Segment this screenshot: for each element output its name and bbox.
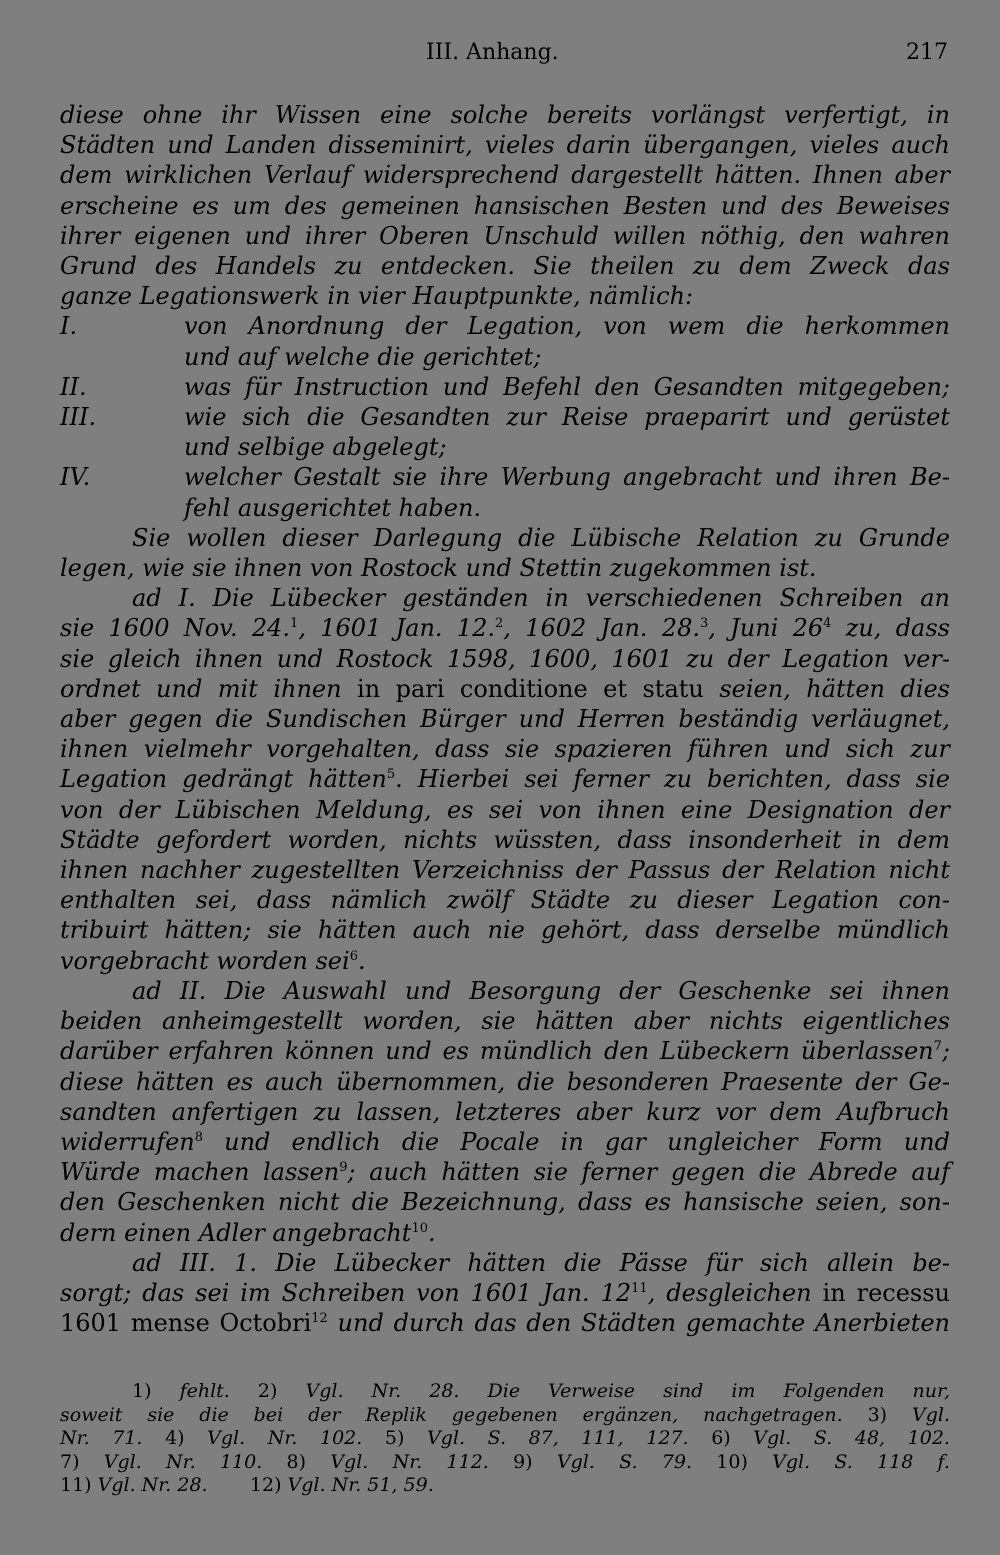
footnote-number: 9) xyxy=(513,1450,533,1473)
footnote-ref: 4 xyxy=(823,616,832,632)
footnote-text: Vgl. S. 79. xyxy=(556,1450,692,1473)
text-line: beiden anheimgestellt worden, sie hätten aber nichts eigentliches xyxy=(60,1007,950,1036)
text-run: widerrufen xyxy=(60,1127,195,1156)
footnote-text: Vgl. S. 118 f. xyxy=(772,1450,950,1473)
point-marker: II. xyxy=(60,372,87,401)
text-line xyxy=(60,1218,950,1248)
text-line: ihnen vielmehr vorgehalten, dass sie spazieren führen und sich zur xyxy=(60,735,950,764)
footnotes xyxy=(60,1380,950,1498)
text-line: von der Lübischen Meldung, es sei von ihnen eine Designation der xyxy=(60,795,950,824)
text-line: Grund des Handels zu entdecken. Sie theilen zu dem Zweck das xyxy=(60,252,950,281)
footnote-ref: 7 xyxy=(933,1039,942,1055)
text-run: und durch das den Städten gemachte Anerbieten xyxy=(327,1309,950,1338)
footnote-line xyxy=(60,1451,950,1475)
text-run: ; auch hätten sie ferner gegen die Abrede auf xyxy=(347,1158,950,1187)
footnote-ref: 10 xyxy=(411,1220,428,1236)
text-line: den Geschenken nicht die Bezeichnung, dass es hansische seien, son- xyxy=(60,1188,950,1217)
point-marker: IV. xyxy=(60,463,91,492)
footnote-line xyxy=(60,1427,950,1451)
text-line: tribuirt hätten; sie hätten auch nie gehört, dass derselbe mündlich xyxy=(60,916,950,945)
latin-phrase: in pari conditione et statu xyxy=(357,674,704,703)
text-line xyxy=(60,1036,950,1066)
text-line: ad III. 1. Die Lübecker hätten die Pässe für sich allein be- xyxy=(132,1248,950,1277)
footnote-text: Vgl. Nr. 28. Die Verweise sind im Folgenden nur, xyxy=(305,1380,951,1402)
text-line: diese ohne ihr Wissen eine solche bereits vorlängst verfertigt, in xyxy=(60,101,950,129)
point-item xyxy=(60,311,950,341)
text-run: ordnet und mit ihnen xyxy=(60,674,358,703)
text-run: sie 1600 Nov. 24. xyxy=(60,614,291,643)
footnote-number: 5) xyxy=(384,1427,405,1449)
text-line: Städte gefordert worden, nichts wüssten, dass insonderheit in dem xyxy=(60,825,950,854)
footnote-number: 11) xyxy=(60,1474,92,1496)
footnote-number: 10) xyxy=(716,1450,748,1473)
footnote-text: Vgl. Nr. 28. xyxy=(97,1474,208,1496)
text-run: darüber erfahren können und es mündlich den Lübeckern überlassen xyxy=(60,1037,934,1066)
text-run: , 1602 Jan. 28. xyxy=(503,614,700,643)
text-run: . xyxy=(428,1218,436,1247)
text-line: ganze Legationswerk in vier Hauptpunkte, nämlich: xyxy=(60,282,694,311)
text-line xyxy=(60,1308,950,1338)
footnote-text: Vgl. Nr. 51, 59. xyxy=(287,1474,434,1496)
text-run: ; xyxy=(941,1037,950,1066)
text-run: Würde machen lassen xyxy=(60,1158,340,1187)
footnote-text: Vgl. S. 48, 102. xyxy=(753,1427,950,1449)
footnote-text: Vgl. S. 87, 111, 127. xyxy=(427,1427,689,1449)
point-text: was für Instruction und Befehl den Gesandten mitgegeben; xyxy=(184,372,950,401)
point-marker: III. xyxy=(60,403,97,432)
footnote-text: Vgl. xyxy=(912,1403,950,1426)
point-continuation: fehl ausgerichtet haben. xyxy=(184,493,482,522)
footnote-ref: 5 xyxy=(386,767,396,783)
latin-phrase: 1601 mense Octobri xyxy=(60,1309,312,1338)
text-run: zu, dass xyxy=(831,614,950,643)
footnote-number: 2) xyxy=(257,1380,278,1402)
point-text: wie sich die Gesandten zur Reise praeparirt und gerüstet xyxy=(184,403,950,432)
footnote-line xyxy=(60,1380,950,1404)
text-line: erscheine es um des gemeinen hansischen Besten und des Beweises xyxy=(60,191,950,220)
text-line: dem wirklichen Verlauf widersprechend dargestellt hätten. Ihnen aber xyxy=(60,161,950,190)
footnote-ref: 8 xyxy=(194,1129,204,1145)
footnote-number: 12) xyxy=(249,1474,282,1496)
point-continuation: und selbige abgelegt; xyxy=(184,433,447,462)
latin-phrase: in recessu xyxy=(822,1278,951,1307)
footnote-number: 1) xyxy=(132,1380,152,1402)
footnote-line xyxy=(60,1474,950,1498)
footnote-line xyxy=(60,1404,950,1428)
text-line: legen, wie sie ihnen von Rostock und Stettin zugekommen ist. xyxy=(60,554,817,583)
text-run: dern einen Adler angebracht xyxy=(60,1218,412,1247)
point-continuation: und auf welche die gerichtet; xyxy=(184,342,542,371)
text-line xyxy=(60,613,950,643)
point-item xyxy=(60,462,950,492)
text-run: seien, hätten dies xyxy=(703,674,950,703)
point-item xyxy=(60,402,950,432)
text-run: , Juni 26 xyxy=(708,614,824,643)
text-line: ad II. Die Auswahl und Besorgung der Geschenke sei ihnen xyxy=(132,976,950,1005)
text-run: und endlich die Pocale in gar ungleicher Form und xyxy=(203,1127,950,1156)
footnote-ref: 2 xyxy=(495,616,504,632)
running-head xyxy=(60,40,948,74)
text-line xyxy=(60,1127,950,1157)
text-run: , 1601 Jan. 12. xyxy=(298,614,495,643)
point-text: von Anordnung der Legation, von wem die herkommen xyxy=(184,312,950,341)
text-run: vorgebracht worden sei xyxy=(60,946,350,975)
footnote-number: 6) xyxy=(711,1427,731,1449)
text-line: enthalten sei, dass nämlich zwölf Städte zu dieser Legation con- xyxy=(60,886,950,915)
point-item xyxy=(60,372,950,402)
text-line: Städten und Landen disseminirt, vieles darin übergangen, vieles auch xyxy=(60,131,950,160)
footnote-number: 8) xyxy=(286,1450,307,1473)
text-line xyxy=(60,1157,950,1187)
footnote-text: Nr. 71. xyxy=(60,1427,143,1449)
text-run: Legation gedrängt hätten xyxy=(60,765,387,794)
text-run: , desgleichen xyxy=(647,1278,823,1307)
text-line: ad I. Die Lübecker geständen in verschiedenen Schreiben an xyxy=(132,584,950,613)
footnote-number: 3) xyxy=(867,1403,888,1426)
text-run: . xyxy=(357,946,366,975)
chapter-title: III. Anhang. xyxy=(426,40,559,65)
point-marker: I. xyxy=(60,312,78,341)
text-line xyxy=(60,764,950,794)
text-line: ihrer eigenen und ihrer Oberen Unschuld willen nöthig, den wahren xyxy=(60,221,950,250)
text-line: ihnen nachher zugestellten Verzeichniss der Passus der Relation nicht xyxy=(60,856,950,885)
footnote-text: Vgl. Nr. 112. xyxy=(330,1450,489,1473)
footnote-number: 4) xyxy=(165,1427,185,1449)
footnote-ref: 11 xyxy=(631,1280,648,1296)
text-line xyxy=(60,674,950,704)
footnote-ref: 3 xyxy=(699,616,709,632)
footnote-number: 7) xyxy=(60,1450,80,1473)
footnote-text: soweit sie die bei der Replik gegebenen ergänzen, nachgetragen. xyxy=(60,1403,843,1426)
text-line xyxy=(60,946,950,976)
footnote-ref: 6 xyxy=(349,948,358,964)
text-run: sorgt; das sei im Schreiben von 1601 Jan. 12 xyxy=(60,1278,632,1307)
point-text: welcher Gestalt sie ihre Werbung angebracht und ihren Be- xyxy=(184,463,950,492)
text-line: aber gegen die Sundischen Bürger und Herren beständig verläugnet, xyxy=(60,705,950,734)
text-line: Sie wollen dieser Darlegung die Lübische Relation zu Grunde xyxy=(132,523,950,552)
text-line xyxy=(60,1278,950,1308)
footnote-ref: 12 xyxy=(311,1311,328,1327)
page-number: 217 xyxy=(906,40,948,65)
footnote-text: Vgl. Nr. 102. xyxy=(207,1427,363,1449)
text-line: sandten anfertigen zu lassen, letzteres aber kurz vor dem Aufbruch xyxy=(60,1097,950,1126)
footnote-ref: 1 xyxy=(290,616,299,632)
footnote-text: fehlt. xyxy=(179,1380,230,1402)
footnote-text: Vgl. Nr. 110. xyxy=(103,1450,263,1473)
text-run: . Hierbei sei ferner zu berichten, dass sie xyxy=(395,765,950,794)
footnote-ref: 9 xyxy=(339,1160,348,1176)
text-line: diese hätten es auch übernommen, die besonderen Praesente der Ge- xyxy=(60,1067,950,1096)
main-text xyxy=(60,100,950,1338)
text-line: sie gleich ihnen und Rostock 1598, 1600, 1601 zu der Legation ver- xyxy=(60,644,950,673)
